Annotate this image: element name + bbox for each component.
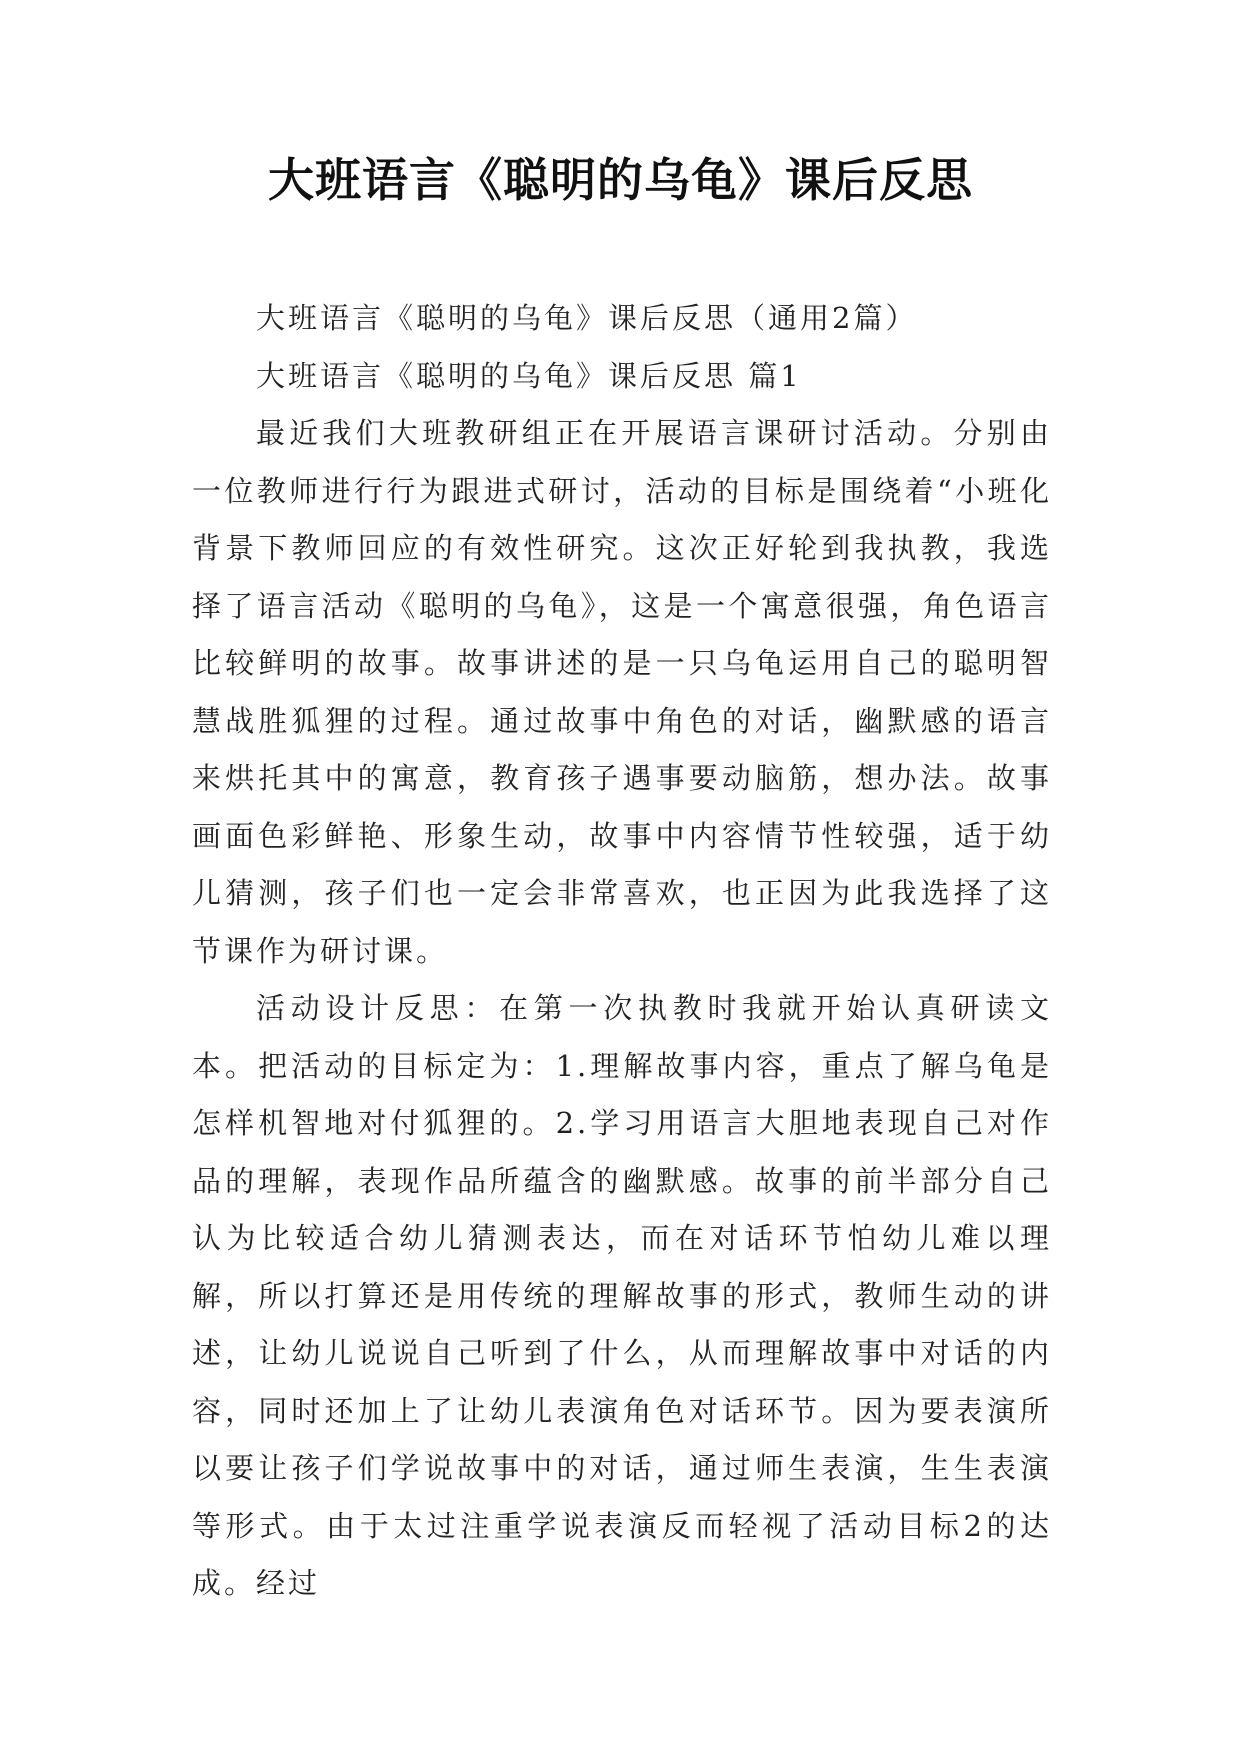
- document-body: [192, 290, 1052, 1613]
- document-title: 大班语言《聪明的乌龟》课后反思: [268, 153, 973, 207]
- body-paragraph: 活动设计反思：在第一次执教时我就开始认真研读文本。把活动的目标定为：1.理解故事内容，重点了解乌龟是怎样机智地对付狐狸的。2.学习用语言大胆地表现自己对作品的理解，表现作品所蕴含的幽默感。故事的前半部分自己认为比较适合幼儿猜测表达，而在对话环节怕幼儿难以理解，所以打算还是用传统的理解故事的形式，教师生动的讲述，让幼儿说说自己听到了什么，从而理解故事中对话的内容，同时还加上了让幼儿表演角色对话环节。因为要表演所以要让孩子们学说故事中的对话，通过师生表演，生生表演等形式。由于太过注重学说表演反而轻视了活动目标2的达成。经过: [192, 991, 1052, 1600]
- subtitle-paragraph: 大班语言《聪明的乌龟》课后反思（通用2篇）: [256, 301, 918, 335]
- section-heading: 大班语言《聪明的乌龟》课后反思 篇1: [256, 358, 802, 393]
- body-paragraph: 最近我们大班教研组正在开展语言课研讨活动。分别由一位教师进行行为跟进式研讨，活动的目标是围绕着“小班化背景下教师回应的有效性研究。这次正好轮到我执教，我选择了语言活动《聪明的乌龟》，这是一个寓意很强，角色语言比较鲜明的故事。故事讲述的是一只乌龟运用自己的聪明智慧战胜狐狸的过程。通过故事中角色的对话，幽默感的语言来烘托其中的寓意，教育孩子遇事要动脑筋，想办法。故事画面色彩鲜艳、形象生动，故事中内容情节性较强，适于幼儿猜测，孩子们也一定会非常喜欢，也正因为此我选择了这节课作为研讨课。: [192, 416, 1052, 968]
